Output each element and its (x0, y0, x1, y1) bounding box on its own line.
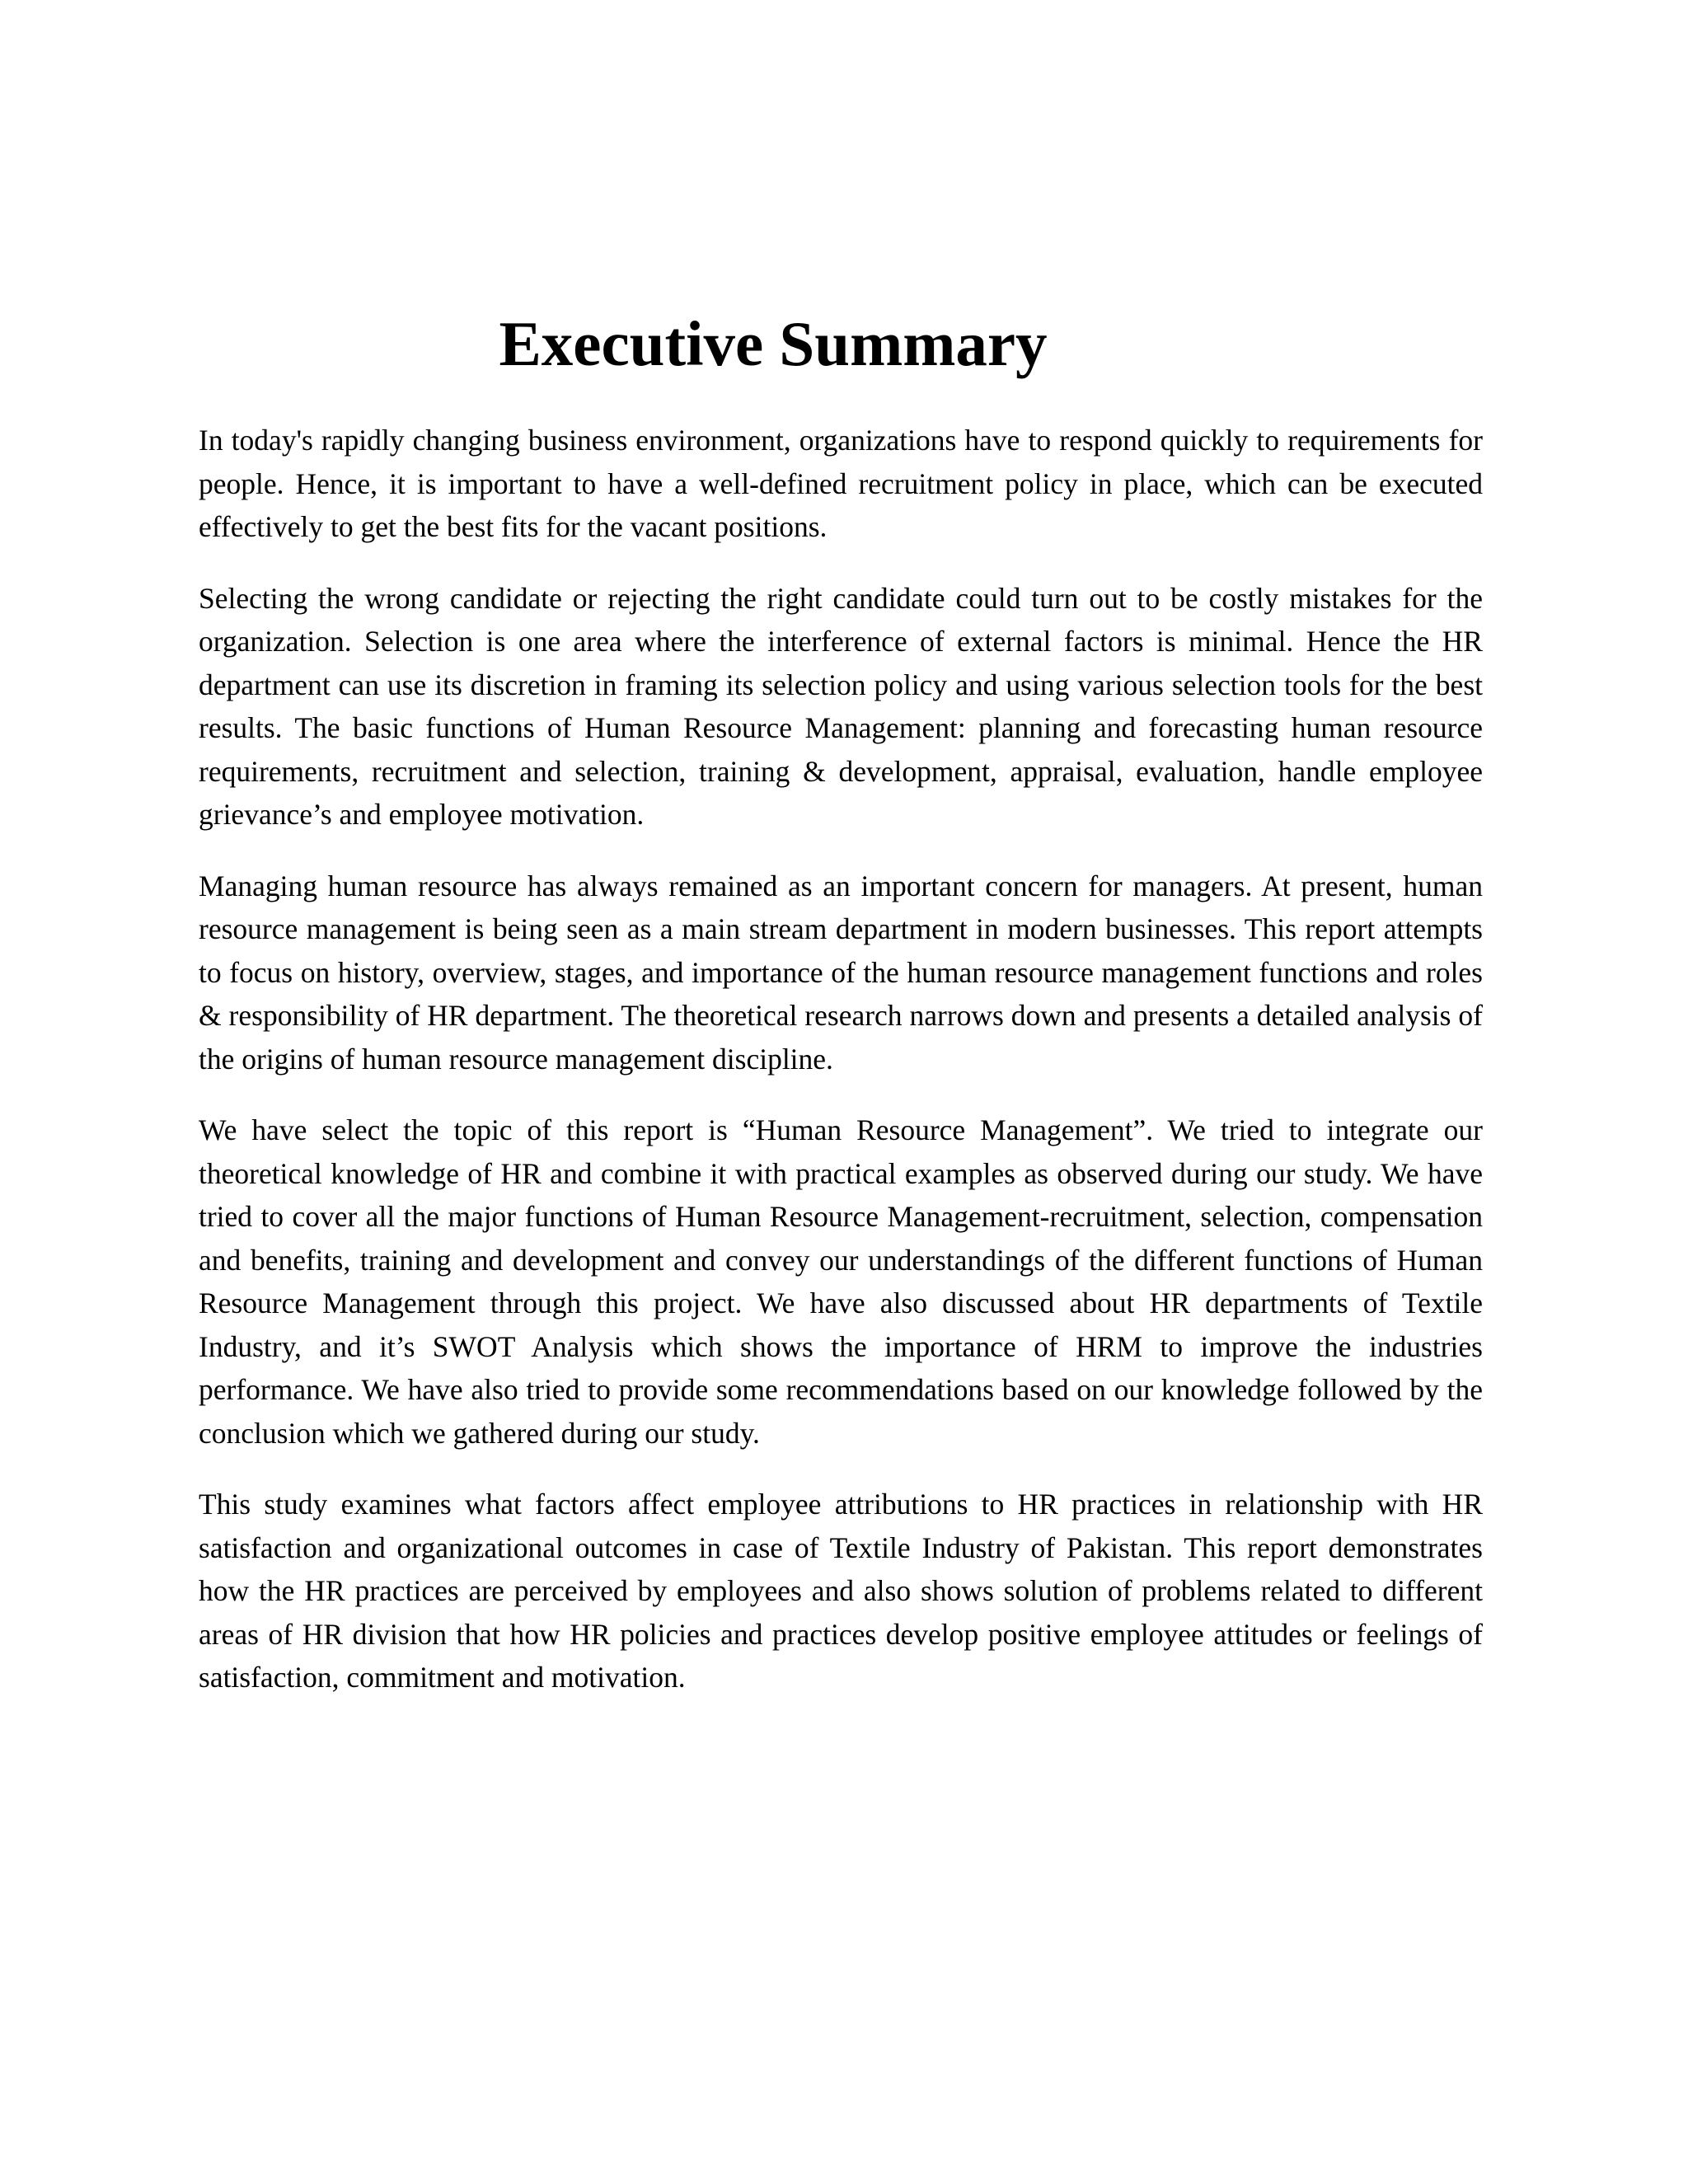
paragraph-3: Managing human resource has always remained as an important concern for managers. At present, human resource management is being seen as a main stream department in modern businesses. This report attempts to focus on history, overview, stages, and importance of the human resource management functions and roles & responsibility of HR department. The theoretical research narrows down and presents a detailed analysis of the origins of human resource management discipline. (199, 869, 1483, 1076)
document-body (199, 419, 1483, 1727)
page-title: Executive Summary (499, 308, 1048, 379)
paragraph-4: We have select the topic of this report is “Human Resource Management”. We tried to integrate our theoretical knowledge of HR and combine it with practical examples as observed during our study. We have tried to cover all the major functions of Human Resource Management-recruitment, selection, compensation and benefits, training and development and convey our understandings of the different functions of Human Resource Management through this project. We have also discussed about HR departments of Textile Industry, and it’s SWOT Analysis which shows the importance of HRM to improve the industries performance. We have also tried to provide some recommendations based on our knowledge followed by the conclusion which we gathered during our study. (199, 1113, 1483, 1450)
paragraph-5: This study examines what factors affect employee attributions to HR practices in relationship with HR satisfaction and organizational outcomes in case of Textile Industry of Pakistan. This report demonstrates how the HR practices are perceived by employees and also shows solution of problems related to different areas of HR division that how HR policies and practices develop positive employee attitudes or feelings of satisfaction, commitment and motivation. (199, 1488, 1483, 1694)
paragraph-2: Selecting the wrong candidate or rejecting the right candidate could turn out to be costly mistakes for the organization. Selection is one area where the interference of external factors is minimal. Hence the HR department can use its discretion in framing its selection policy and using various selection tools for the best results. The basic functions of Human Resource Management: planning and forecasting human resource requirements, recruitment and selection, training & development, appraisal, evaluation, handle employee grievance’s and employee motivation. (199, 581, 1483, 831)
paragraph-1: In today's rapidly changing business environment, organizations have to respond quickly to requirements for people. Hence, it is important to have a well-defined recruitment policy in place, which can be executed effectively to get the best fits for the vacant positions. (199, 424, 1483, 543)
